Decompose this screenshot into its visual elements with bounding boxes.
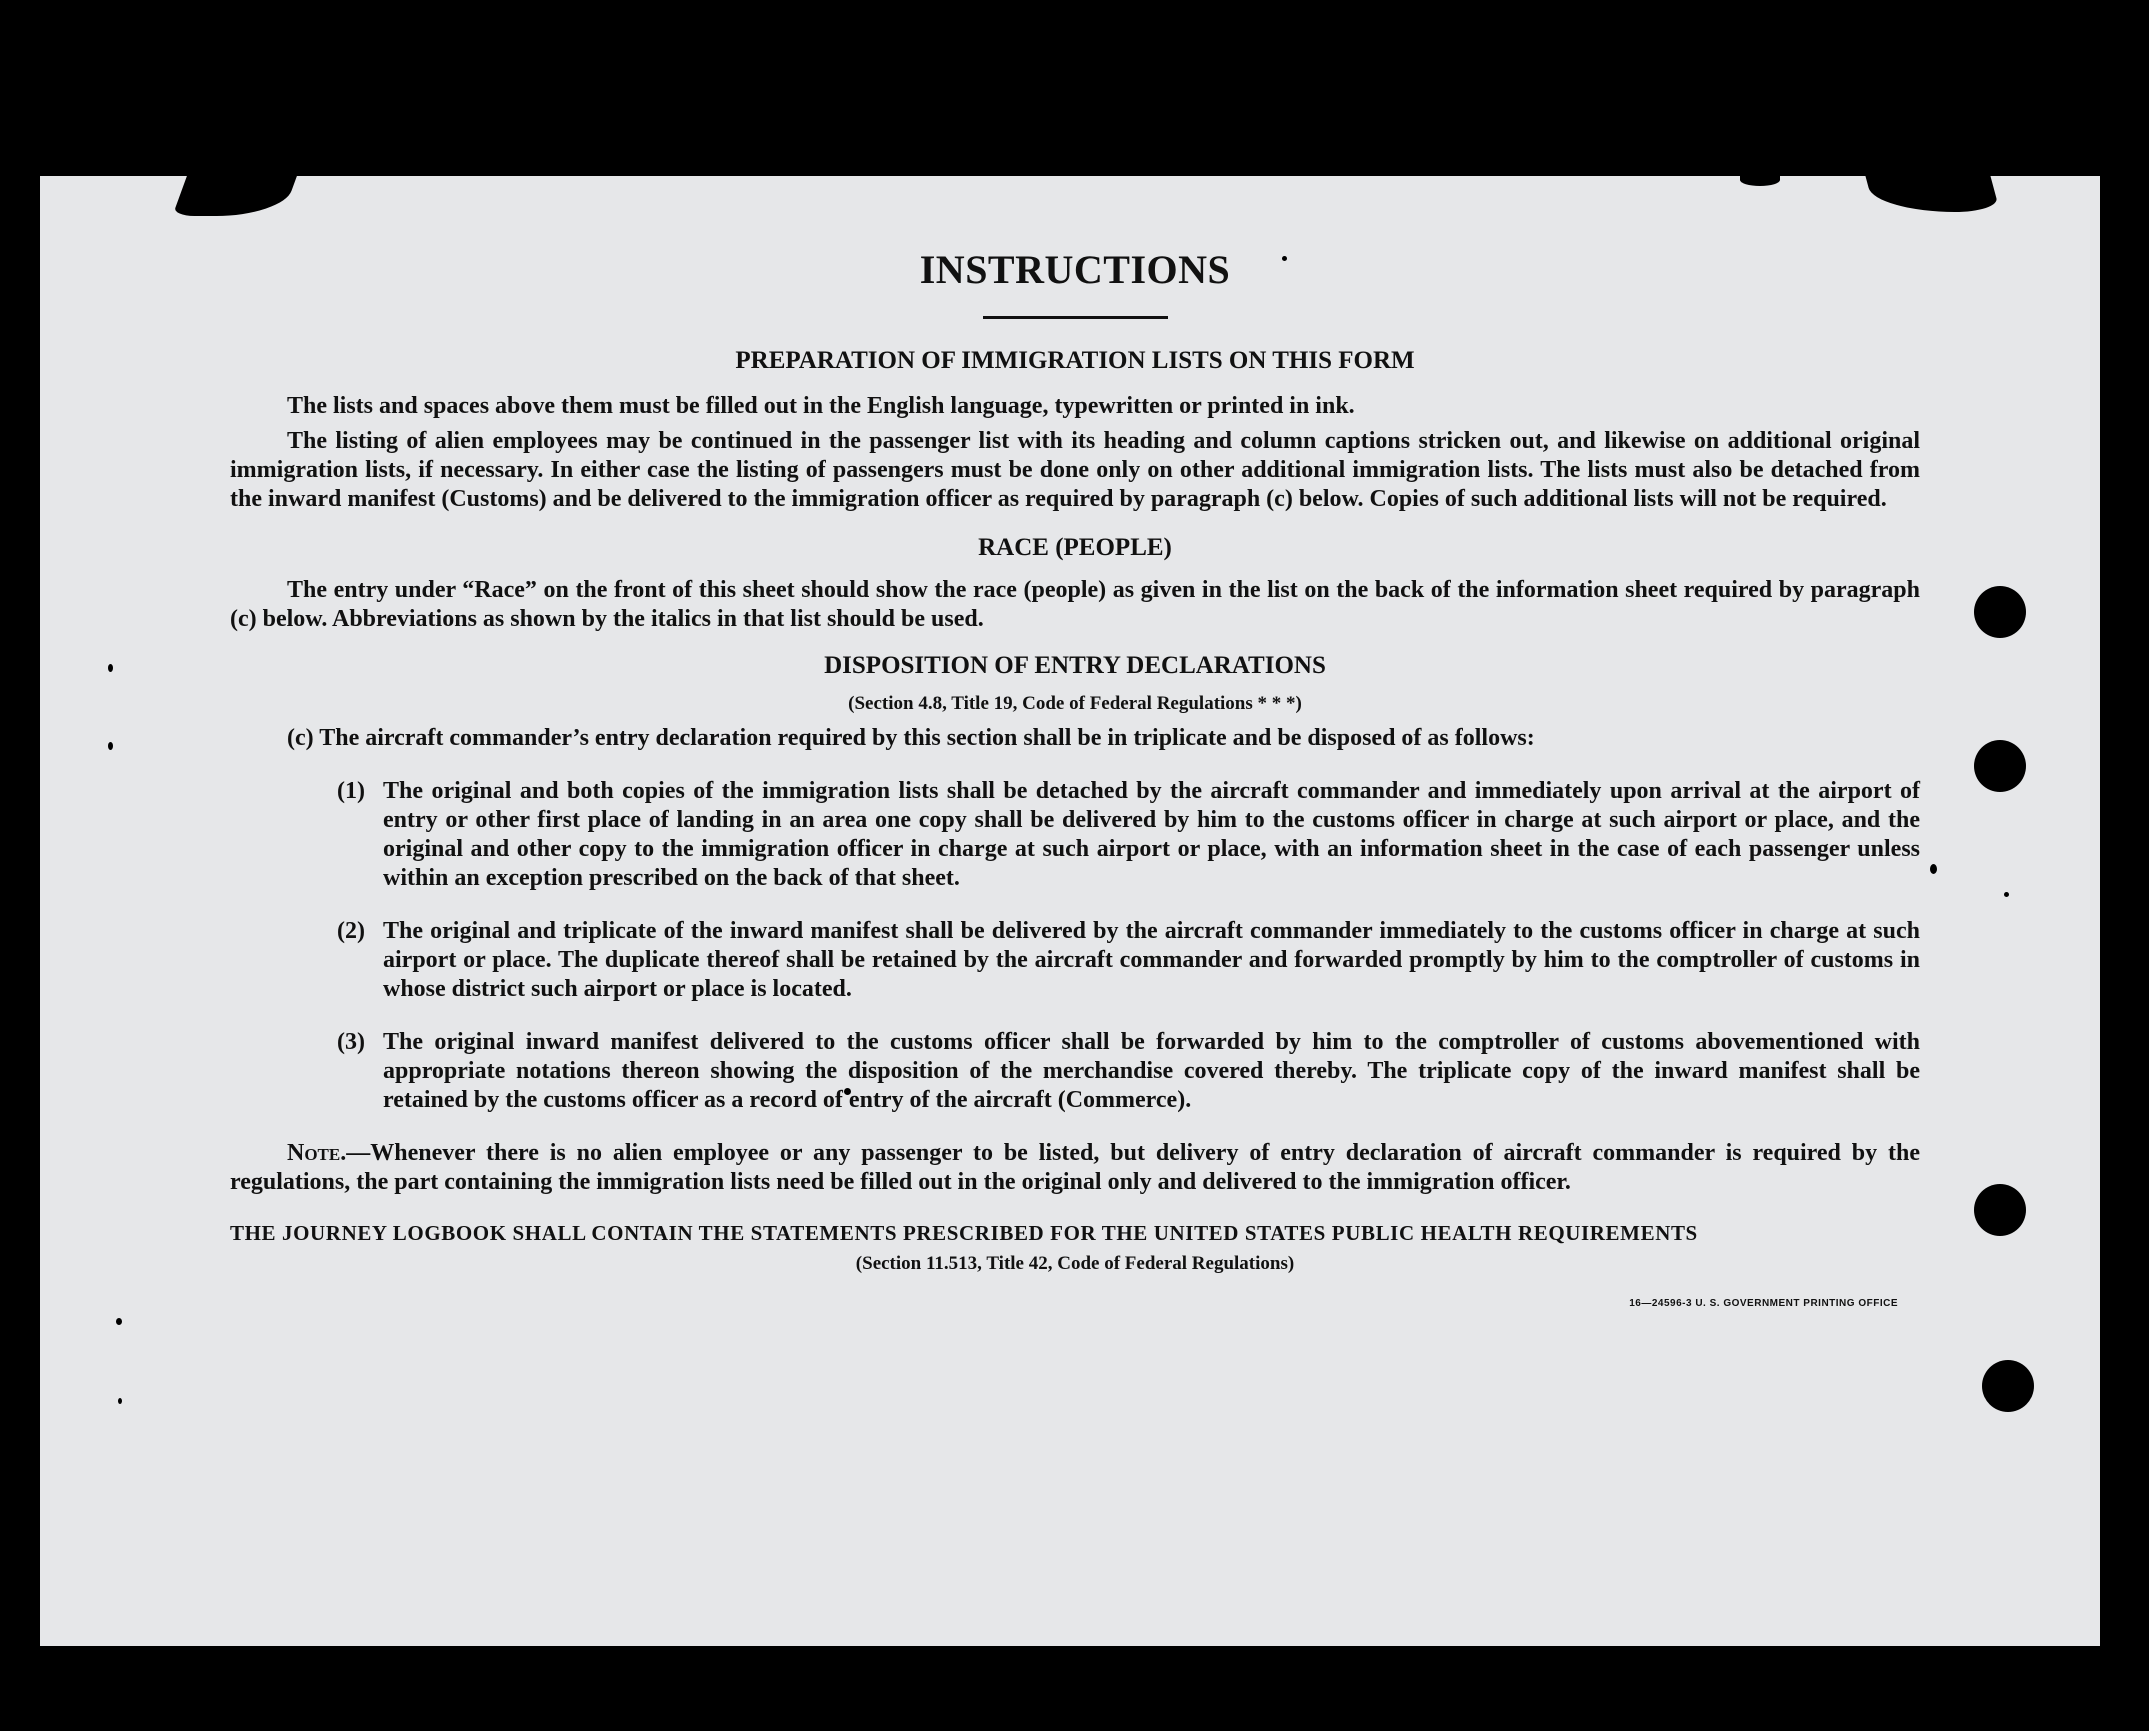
item-number: (1) (337, 777, 365, 804)
journey-reference: (Section 11.513, Title 42, Code of Federal Regulations) (855, 1252, 1295, 1274)
instructions-content (230, 246, 1920, 1318)
heading-race: RACE (PEOPLE) (978, 533, 1172, 561)
disposition-intro (287, 724, 1920, 753)
note-lead: Note. (287, 1139, 347, 1166)
disposition-intro-label: (c) (287, 724, 314, 751)
item-text: The original inward manifest delivered to the customs officer shall be forwarded by him to the comptroller of customs abovementioned with appropriate notations thereon showing the disposition of the merchandise covered thereby. The triplicate copy of the inward manifest shall be retained by the customs officer as a record of entry of the aircraft (Commerce). (383, 1028, 1920, 1113)
disposition-item (337, 1028, 1920, 1115)
torn-edge-right-small (1740, 174, 1780, 186)
footer (230, 1278, 1920, 1318)
punch-hole-4 (1982, 1360, 2034, 1412)
ink-speck (118, 1398, 122, 1404)
ink-speck (108, 664, 113, 672)
item-text: The original and both copies of the immigration lists shall be detached by the aircraft commander and immediately upon arrival at the airport of entry or other first place of landing in an area one copy shall be delivered by him to the customs officer in charge at such airport or place, and the original and other copy to the immigration officer in charge at such airport or place, with an information sheet in the case of each passenger unless within an exception prescribed on the back of that sheet. (383, 777, 1920, 891)
page-title: INSTRUCTIONS (919, 247, 1231, 292)
punch-hole-3 (1974, 1184, 2026, 1236)
preparation-paragraph-1: The lists and spaces above them must be filled out in the English language, typewritten or printed in ink. (287, 392, 1355, 419)
ink-speck (2004, 892, 2009, 897)
ink-speck (108, 742, 113, 750)
printer-mark: 16—24596-3 U. S. GOVERNMENT PRINTING OFFICE (1629, 1297, 1898, 1309)
item-text: The original and triplicate of the inward manifest shall be delivered by the aircraft commander immediately to the customs officer in charge at such airport or place. The duplicate thereof shall be retained by the aircraft commander and forwarded promptly by him to the comptroller of customs in whose district such airport or place is located. (383, 917, 1920, 1002)
ink-speck (116, 1318, 122, 1325)
torn-edge-left (172, 174, 297, 216)
disposition-item (337, 917, 1920, 1004)
preparation-paragraph-2: The listing of alien employees may be continued in the passenger list with its heading and column captions stricken out, and likewise on additional original immigration lists, if necessary. In either case the listing of passengers must be done only on other additional immigration lists. The lists must also be detached from the inward manifest (Customs) and be delivered to the immigration officer as required by paragraph (c) below. Copies of such additional lists will not be required. (230, 427, 1920, 512)
race-paragraph: The entry under “Race” on the front of this sheet should show the race (people) as given in the list on the back of the information sheet required by paragraph (c) below. Abbreviations as shown by the italics in that list should be used. (230, 577, 1920, 632)
disposition-reference: (Section 4.8, Title 19, Code of Federal Regulations * * *) (848, 692, 1302, 714)
torn-edge-right (1865, 174, 2000, 212)
item-number: (3) (337, 1028, 365, 1055)
punch-hole-2 (1974, 740, 2026, 792)
journey-statement: THE JOURNEY LOGBOOK SHALL CONTAIN THE STATEMENTS PRESCRIBED FOR THE UNITED STATES PUBLIC HEALTH REQUIREMENTS (230, 1220, 1698, 1245)
punch-hole-1 (1974, 586, 2026, 638)
heading-preparation: PREPARATION OF IMMIGRATION LISTS ON THIS FORM (735, 347, 1415, 374)
ink-speck (1930, 864, 1937, 874)
heading-disposition: DISPOSITION OF ENTRY DECLARATIONS (824, 652, 1326, 679)
disposition-intro-text: The aircraft commander’s entry declaration required by this section shall be in triplicate and be disposed of as follows: (319, 724, 1535, 751)
title-rule (983, 316, 1168, 319)
note-text: —Whenever there is no alien employee or any passenger to be listed, but delivery of entry declaration of aircraft commander is required by the regulations, the part containing the immigration lists need be filled out in the original only and delivered to the immigration officer. (230, 1139, 1920, 1195)
document-sheet (40, 176, 2100, 1646)
disposition-item (337, 777, 1920, 893)
note-paragraph (230, 1139, 1920, 1197)
item-number: (2) (337, 917, 365, 944)
